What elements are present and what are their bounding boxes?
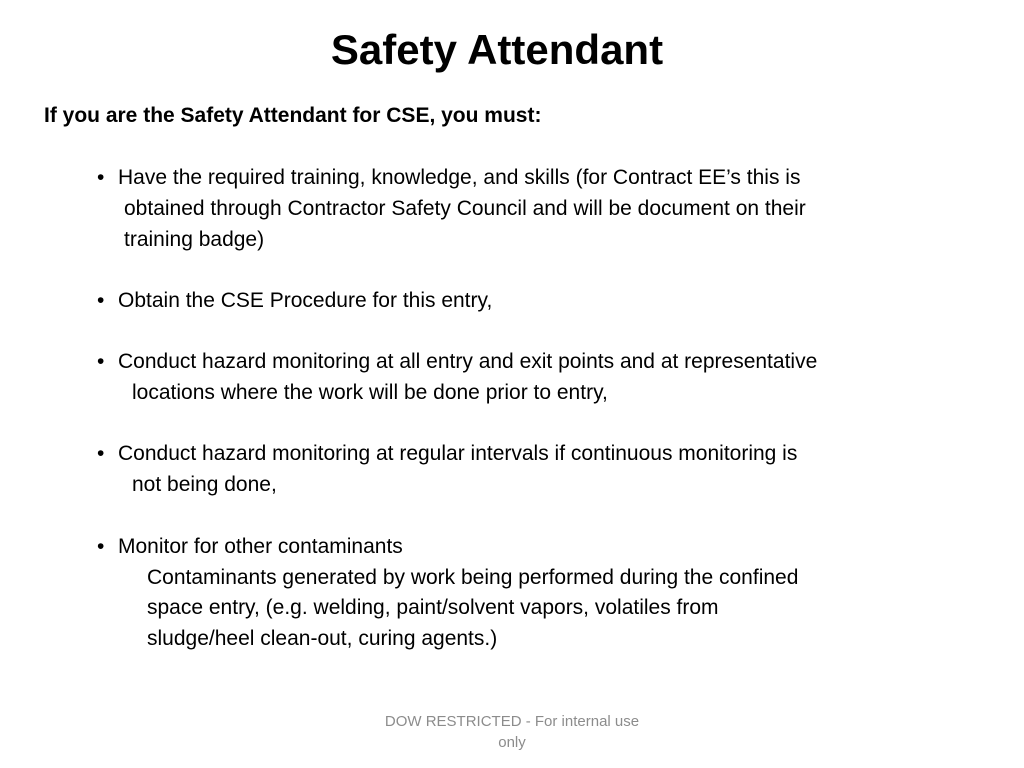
bullet-marker: • bbox=[97, 350, 105, 373]
bullet-item-procedure bbox=[97, 285, 492, 316]
bullet-continuation: not being done, bbox=[132, 473, 277, 496]
bullet-item-interval-monitoring bbox=[97, 438, 797, 469]
bullet-text: Obtain the CSE Procedure for this entry, bbox=[118, 289, 493, 312]
sub-bullet-text: Contaminants generated by work being performed during the confined bbox=[147, 566, 799, 589]
bullet-marker: • bbox=[97, 289, 105, 312]
bullet-marker: • bbox=[97, 442, 105, 465]
sub-bullet-text: sludge/heel clean-out, curing agents.) bbox=[147, 627, 498, 650]
bullet-text: Monitor for other contaminants bbox=[118, 535, 403, 558]
bullet-text: Have the required training, knowledge, and skills (for Contract EE’s this is bbox=[118, 166, 801, 189]
bullet-text: Conduct hazard monitoring at regular intervals if continuous monitoring is bbox=[118, 442, 798, 465]
sub-bullet-text: space entry, (e.g. welding, paint/solvent vapors, volatiles from bbox=[147, 596, 719, 619]
bullet-marker: • bbox=[97, 535, 105, 558]
bullet-continuation: obtained through Contractor Safety Council and will be document on their bbox=[124, 197, 806, 220]
bullet-item-training bbox=[97, 162, 800, 193]
bullet-text: Conduct hazard monitoring at all entry and exit points and at representative bbox=[118, 350, 818, 373]
bullet-item-contaminants bbox=[97, 531, 403, 562]
bullet-marker: • bbox=[97, 166, 105, 189]
bullet-item-entry-monitoring bbox=[97, 346, 817, 377]
intro-text: If you are the Safety Attendant for CSE, you must: bbox=[44, 104, 542, 127]
bullet-continuation: training badge) bbox=[124, 228, 265, 251]
slide-title: Safety Attendant bbox=[330, 26, 664, 73]
footer-line: only bbox=[498, 734, 526, 751]
bullet-continuation: locations where the work will be done prior to entry, bbox=[132, 381, 608, 404]
classification-footer bbox=[360, 711, 664, 753]
footer-line: DOW RESTRICTED - For internal use bbox=[384, 713, 640, 730]
